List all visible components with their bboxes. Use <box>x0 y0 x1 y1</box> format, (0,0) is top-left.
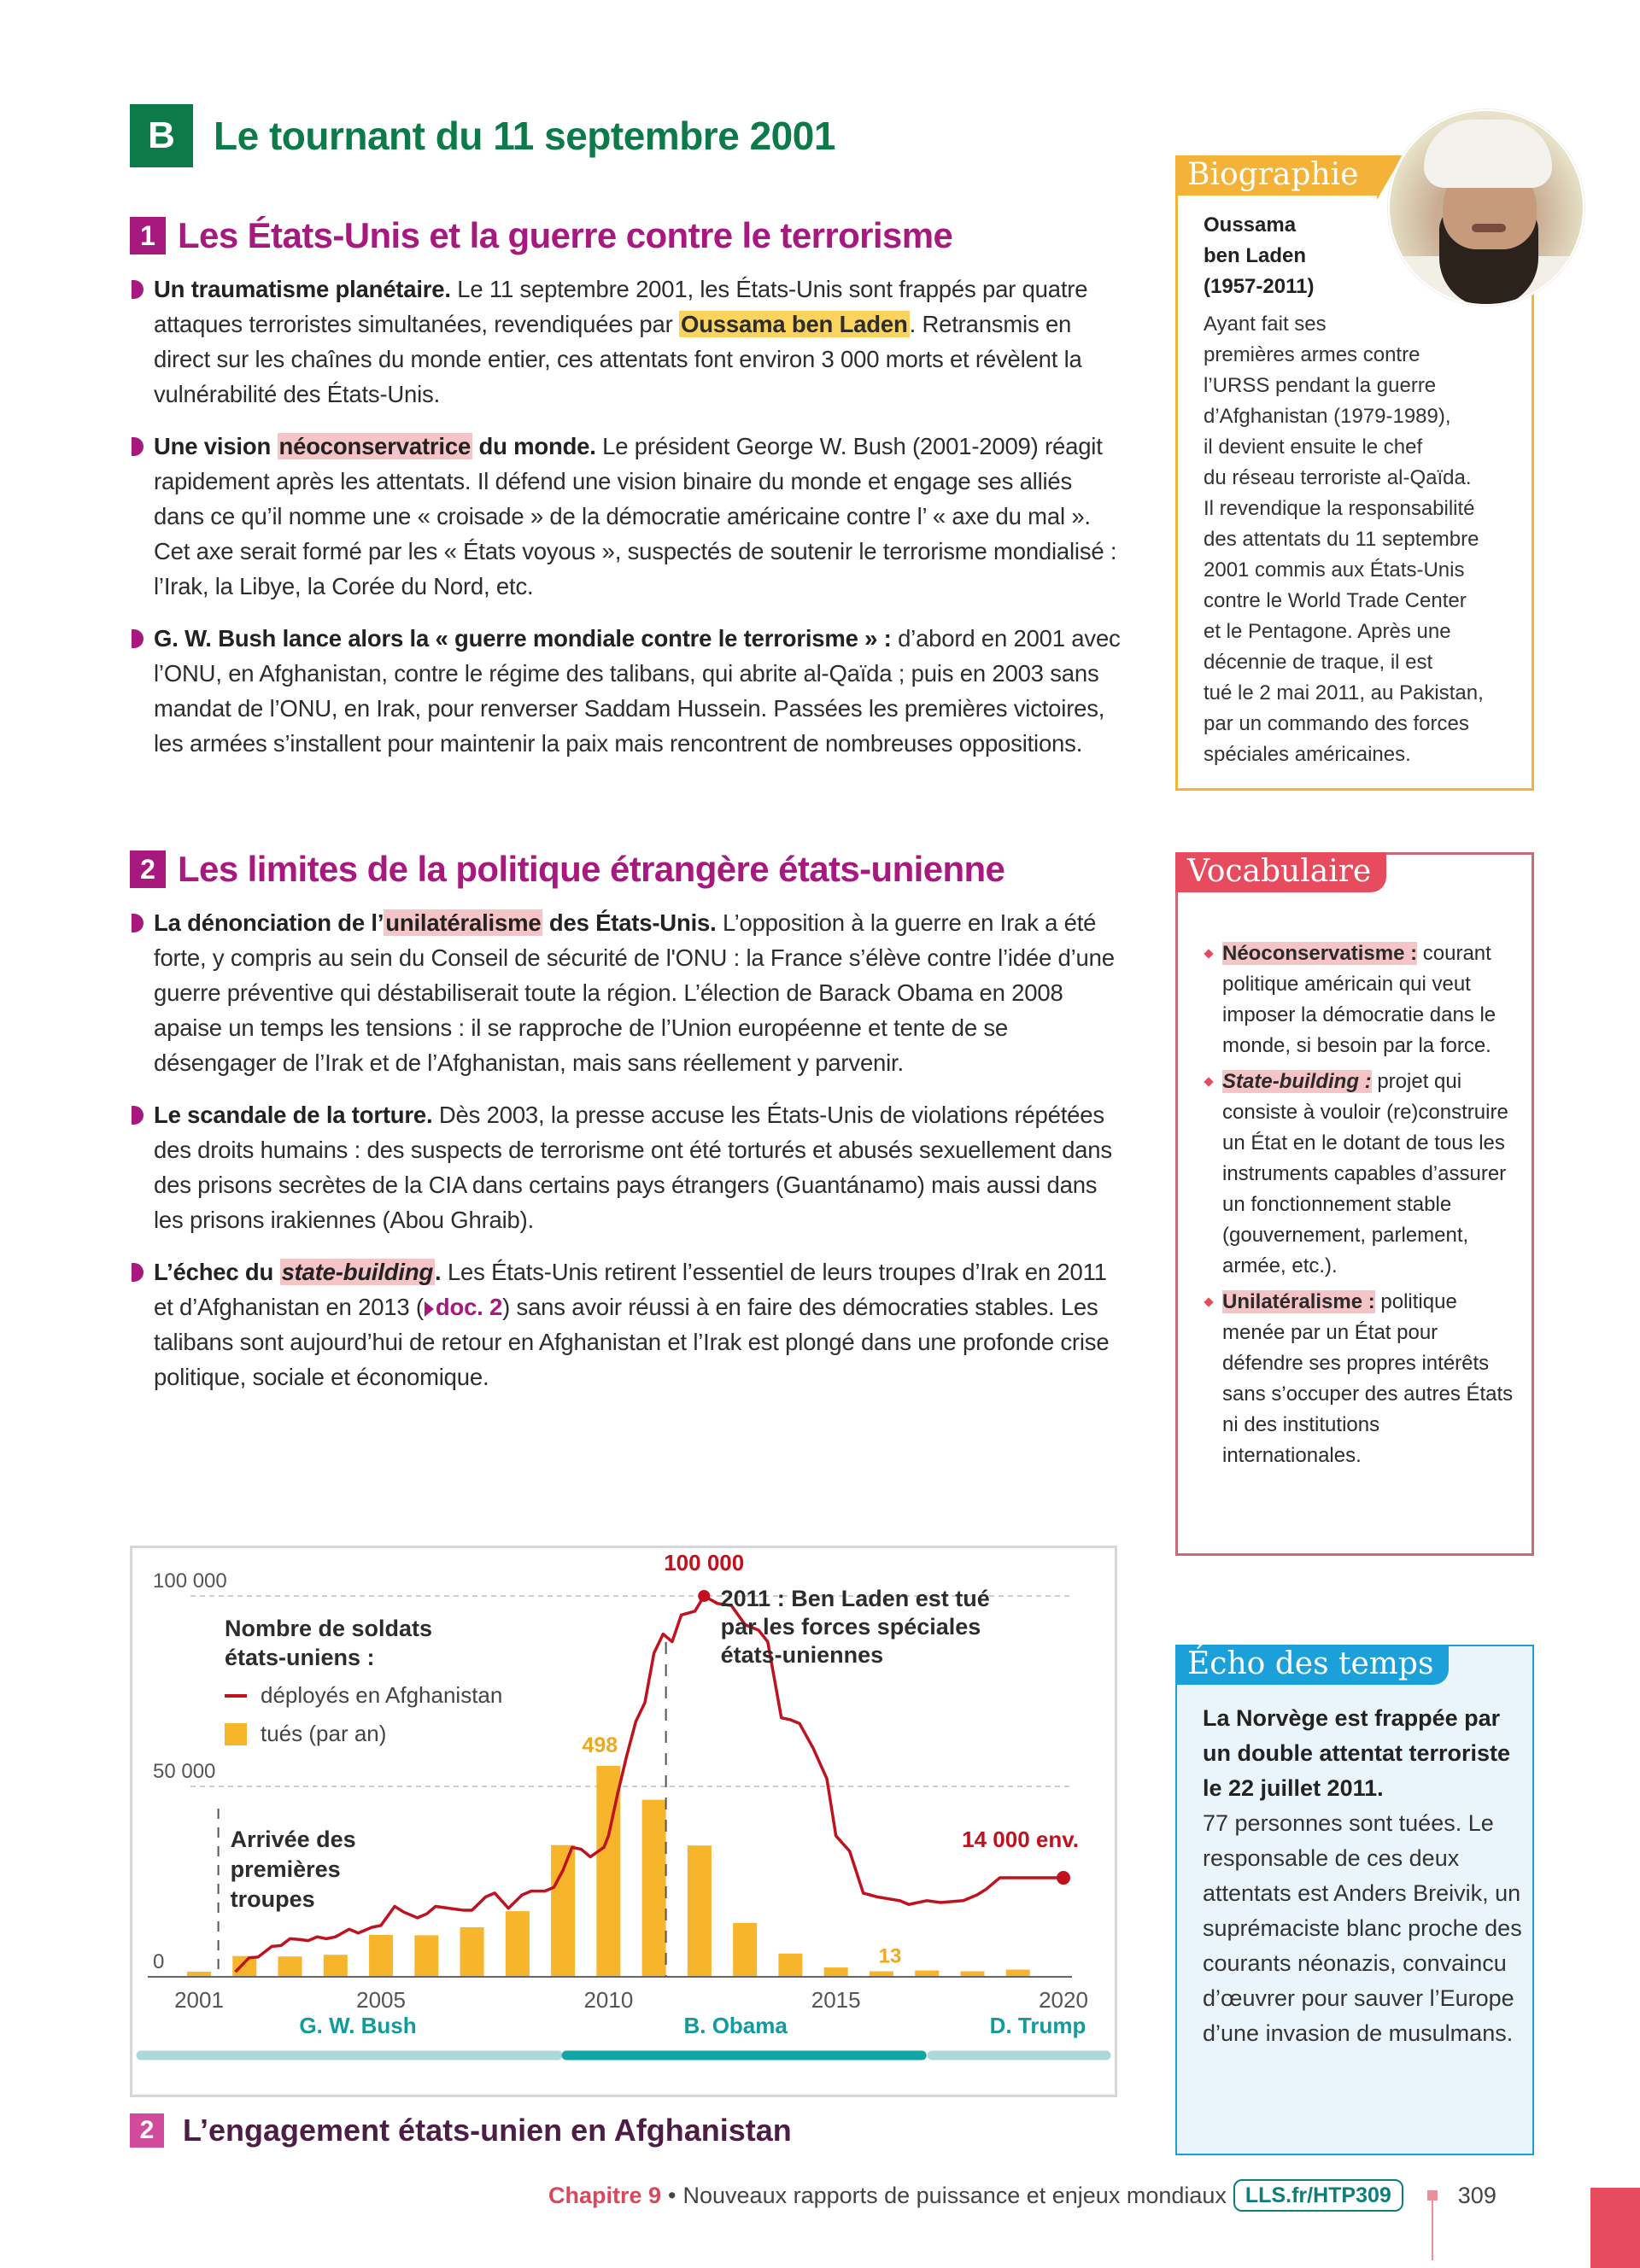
biography-line: 2001 commis aux États-Unis <box>1204 558 1465 582</box>
y-tick-label: 100 000 <box>153 1569 227 1593</box>
page-marker-icon <box>1427 2190 1438 2201</box>
doc-link-label: doc. 2 <box>435 1294 503 1320</box>
presidency-label: G. W. Bush <box>299 2013 417 2038</box>
ben-laden-annotation: états-uniennes <box>720 1642 884 1668</box>
biography-line: il devient ensuite le chef <box>1204 435 1423 459</box>
bullet-icon <box>132 1106 144 1125</box>
biography-name <box>1204 210 1314 302</box>
paragraph-text: Le président George W. Bush (2001-2009) réagit rapidement après les attentats. Il défend une vision binaire du monde et engage ses alliés dans ce qu’il nomme une « croisade » de la démocratie américaine contre l’ « axe du mal ». Cet axe serait formé par les « États voyous », suspectés de soutenir le terrorisme mondialisé : l’Irak, la Libye, la Corée du Nord, etc. <box>154 433 1117 599</box>
presidency-label: B. Obama <box>683 2013 788 2038</box>
doc-reference-link[interactable] <box>424 1294 502 1320</box>
paragraph <box>130 1254 1121 1394</box>
paragraph-lead <box>154 433 596 459</box>
vocabulary-definition: courant politique américain qui veut imposer la démocratie dans le monde, si besoin par la force. <box>1222 942 1496 1057</box>
legend-title: états-uniens : <box>225 1645 375 1670</box>
biography-line: Il revendique la responsabilité <box>1204 497 1475 520</box>
vocabulary-item <box>1204 1287 1520 1471</box>
biography-tag: Biographie <box>1175 155 1377 196</box>
x-tick-label: 2005 <box>356 1987 406 2013</box>
lls-link[interactable]: LLS.fr/HTP309 <box>1233 2179 1403 2212</box>
page-number: 309 <box>1457 2182 1496 2208</box>
bar-killed <box>414 1935 438 1977</box>
biography-line: Ayant fait ses <box>1204 313 1327 336</box>
vocabulary-definition: politique menée par un État pour défendre ses propres intérêts sans s’occuper des autres États ni des institutions internationales. <box>1222 1290 1514 1467</box>
x-tick-label: 2010 <box>583 1987 634 2013</box>
bar-killed <box>915 1971 939 1977</box>
highlight-vocab-link[interactable]: néoconservatrice <box>278 433 472 459</box>
portrait-mouth <box>1472 224 1506 232</box>
biography-box <box>1175 155 1534 791</box>
bar-killed <box>642 1800 666 1977</box>
paragraph-lead: Le scandale de la torture. <box>154 1102 433 1128</box>
subsection-2-body <box>130 905 1121 1412</box>
bar-killed <box>506 1911 530 1977</box>
vocabulary-box <box>1175 852 1534 1556</box>
bar-killed <box>551 1845 575 1977</box>
paragraph-lead: Un traumatisme planétaire. <box>154 276 451 302</box>
biography-line: par un commando des forces <box>1204 712 1469 735</box>
subsection-1-heading <box>130 215 952 256</box>
biography-line: spéciales américaines. <box>1204 743 1411 766</box>
vocabulary-item <box>1204 938 1520 1061</box>
document-title: L’engagement états-unien en Afghanistan <box>183 2113 792 2148</box>
presidency-label: D. Trump <box>989 2013 1086 2038</box>
subsection-number: 1 <box>130 217 166 254</box>
bar-killed <box>1006 1970 1030 1977</box>
peak-label: 100 000 <box>664 1550 745 1575</box>
paragraph-text: Dès 2003, la presse accuse les États-Unis de violations répétées des droits humains : des suspects de terrorisme ont été torturés et abusés sexuellement dans des prisons secrètes de la CIA dans certains pays étrangers (Guantánamo) mais aussi dans les prisons irakiennes (Abou Ghraib). <box>154 1102 1112 1233</box>
section-letter: B <box>130 104 193 167</box>
bar-killed <box>278 1956 302 1977</box>
bullet-icon <box>132 914 144 932</box>
paragraph-text: ) sans avoir réussi à en faire des démocraties stables. Les talibans sont aujourd’hui de retour en Afghanistan et l’Irak est plongé dans une profonde crise politique, sociale et économique. <box>154 1294 1110 1390</box>
x-tick-label: 2001 <box>174 1987 224 2013</box>
arrival-annotation: Arrivée des <box>230 1827 356 1852</box>
highlight-vocab-link[interactable]: unilatéralisme <box>385 909 542 936</box>
portrait-turban <box>1424 120 1552 188</box>
bullet-icon <box>132 1263 144 1282</box>
paragraph <box>130 429 1121 604</box>
paragraph-text: Le 11 septembre 2001, les États-Unis sont frappés par quatre attaques terroristes simultanées, revendiquées par <box>154 276 1088 337</box>
section-title: Le tournant du 11 septembre 2001 <box>208 113 849 159</box>
lead-text: des États-Unis. <box>542 909 717 936</box>
bar-value-label: 498 <box>582 1733 618 1757</box>
y-tick-label: 50 000 <box>153 1760 216 1783</box>
x-tick-label: 2015 <box>811 1987 861 2013</box>
echo-box <box>1175 1645 1534 2155</box>
paragraph <box>130 905 1121 1080</box>
arrow-right-icon <box>425 1301 434 1317</box>
highlight-vocab-link[interactable]: state-building <box>281 1259 434 1285</box>
portrait-photo <box>1388 109 1584 306</box>
page-footer <box>548 2179 1496 2212</box>
lead-text: La dénonciation de l’ <box>154 909 384 936</box>
vocabulary-term: Néoconservatisme : <box>1222 942 1418 965</box>
chart-caption <box>130 2113 792 2148</box>
chart-frame <box>130 1546 1117 2097</box>
bar-killed <box>232 1956 256 1977</box>
name-line: ben Laden <box>1204 244 1307 267</box>
echo-tag: Écho des temps <box>1175 1645 1449 1685</box>
paragraph-text: Les États-Unis retirent l’essentiel de leurs troupes d’Irak en 2011 et d’Afghanistan en 2013 ( <box>154 1259 1107 1320</box>
bullet-icon <box>132 437 144 456</box>
chapter-label: Chapitre 9 <box>548 2182 662 2208</box>
echo-text <box>1203 1701 1527 2051</box>
bar-killed <box>778 1954 802 1977</box>
arrival-annotation: troupes <box>230 1886 315 1912</box>
paragraph <box>130 621 1121 761</box>
legend-bar-swatch <box>225 1723 247 1745</box>
paragraph <box>130 272 1121 412</box>
diamond-bullet-icon <box>1204 1077 1213 1086</box>
end-value-label: 14 000 env. <box>962 1827 1079 1853</box>
x-tick-label: 2020 <box>1039 1987 1088 2013</box>
paragraph-lead <box>154 1259 442 1285</box>
subsection-number: 2 <box>130 850 166 888</box>
name-dates: (1957-2011) <box>1204 275 1315 298</box>
biography-line: du réseau terroriste al-Qaïda. <box>1204 466 1472 489</box>
highlight-bio-link[interactable]: Oussama ben Laden <box>681 311 908 337</box>
lead-text: du monde. <box>472 433 596 459</box>
legend-label: déployés en Afghanistan <box>261 1682 503 1708</box>
paragraph-lead <box>154 909 717 936</box>
chapter-subtitle: Nouveaux rapports de puissance et enjeux mondiaux <box>682 2182 1227 2208</box>
vocabulary-list <box>1204 938 1520 1476</box>
bar-killed <box>460 1927 484 1977</box>
paragraph <box>130 1097 1121 1237</box>
footer-separator: • <box>668 2182 676 2208</box>
peak-marker <box>698 1590 710 1602</box>
legend-label: tués (par an) <box>261 1721 387 1746</box>
subsection-title: Les États-Unis et la guerre contre le terrorisme <box>178 215 953 255</box>
lead-text: Une vision <box>154 433 278 459</box>
bar-killed <box>324 1955 348 1977</box>
bullet-icon <box>132 629 144 648</box>
end-marker <box>1057 1871 1070 1885</box>
paragraph-text: L’opposition à la guerre en Irak a été forte, y compris au sein du Conseil de sécurité de l'ONU : la France s’élève contre l’idée d’une guerre préventive qui déstabiliserait toute la région. L’élection de Barack Obama en 2008 apaise un temps les tensions : il se rapproche de l’Union européenne et tente de se désengager de l’Irak et de l’Afghanistan, mais sans réellement y parvenir. <box>154 909 1115 1076</box>
bullet-icon <box>132 280 144 299</box>
diamond-bullet-icon <box>1204 1297 1213 1306</box>
vocabulary-term: Unilatéralisme : <box>1222 1290 1375 1313</box>
biography-line: contre le World Trade Center <box>1204 589 1467 612</box>
subsection-title: Les limites de la politique étrangère états-unienne <box>178 849 1005 889</box>
biography-text <box>1204 309 1528 770</box>
bar-killed <box>824 1967 848 1977</box>
paragraph-text: d’abord en 2001 avec l’ONU, en Afghanistan, contre le régime des talibans, qui abrite al-Qaïda ; puis en 2003 sans mandat de l’ONU, en Irak, pour renverser Saddam Hussein. Passées les premières victoires, les armées s’installent pour maintenir la paix mais rencontrent de nombreuses oppositions. <box>154 625 1121 757</box>
biography-line: premières armes contre <box>1204 343 1420 366</box>
biography-line: tué le 2 mai 2011, au Pakistan, <box>1204 681 1484 704</box>
lead-text: L’échec du <box>154 1259 280 1285</box>
biography-line: d’Afghanistan (1979-1989), <box>1204 405 1451 428</box>
bar-value-label: 13 <box>878 1944 902 1968</box>
page-edge-tab <box>1590 2188 1640 2268</box>
name-line: Oussama <box>1204 213 1297 237</box>
biography-line: des attentats du 11 septembre <box>1204 528 1479 551</box>
diamond-bullet-icon <box>1204 949 1213 958</box>
paragraph-text: . Retransmis en direct sur les chaînes du monde entier, ces attentats font environ 3 000 morts et révèlent la vulnérabilité des États-Unis. <box>154 311 1082 407</box>
vocabulary-term: State-building : <box>1222 1070 1372 1093</box>
section-header <box>130 104 849 167</box>
subsection-1-body <box>130 272 1121 778</box>
subsection-2-heading <box>130 849 1004 890</box>
echo-body: 77 personnes sont tuées. Le responsable de ces deux attentats est Anders Breivik, un suprémaciste blanc proche des courants néonazis, convaincu d’œuvrer pour sauver l’Europe d’une invasion de musulmans. <box>1203 1810 1522 2046</box>
lead-text: . <box>435 1259 442 1285</box>
bar-killed <box>688 1845 712 1977</box>
ben-laden-annotation: 2011 : Ben Laden est tué <box>720 1586 990 1611</box>
vocabulary-item <box>1204 1067 1520 1282</box>
chart-svg <box>132 1548 1115 2095</box>
paragraph-lead: G. W. Bush lance alors la « guerre mondiale contre le terrorisme » : <box>154 625 892 652</box>
echo-lead: La Norvège est frappée par un double attentat terroriste le 22 juillet 2011. <box>1203 1705 1511 1801</box>
document-number: 2 <box>130 2113 164 2148</box>
arrival-annotation: premières <box>230 1856 341 1882</box>
biography-line: décennie de traque, il est <box>1204 651 1433 674</box>
biography-line: l’URSS pendant la guerre <box>1204 374 1437 397</box>
biography-line: et le Pentagone. Après une <box>1204 620 1451 643</box>
y-tick-label: 0 <box>153 1950 165 1973</box>
ben-laden-annotation: par les forces spéciales <box>720 1614 981 1640</box>
vocabulary-definition: projet qui consiste à vouloir (re)construire un État en le dotant de tous les instruments capables d’assurer un fonctionnement stable (gouvernement, parlement, armée, etc.). <box>1222 1070 1508 1277</box>
legend-title: Nombre de soldats <box>225 1616 433 1641</box>
bar-killed <box>369 1935 393 1977</box>
bar-killed <box>733 1923 757 1977</box>
vocabulary-tag: Vocabulaire <box>1175 852 1386 892</box>
